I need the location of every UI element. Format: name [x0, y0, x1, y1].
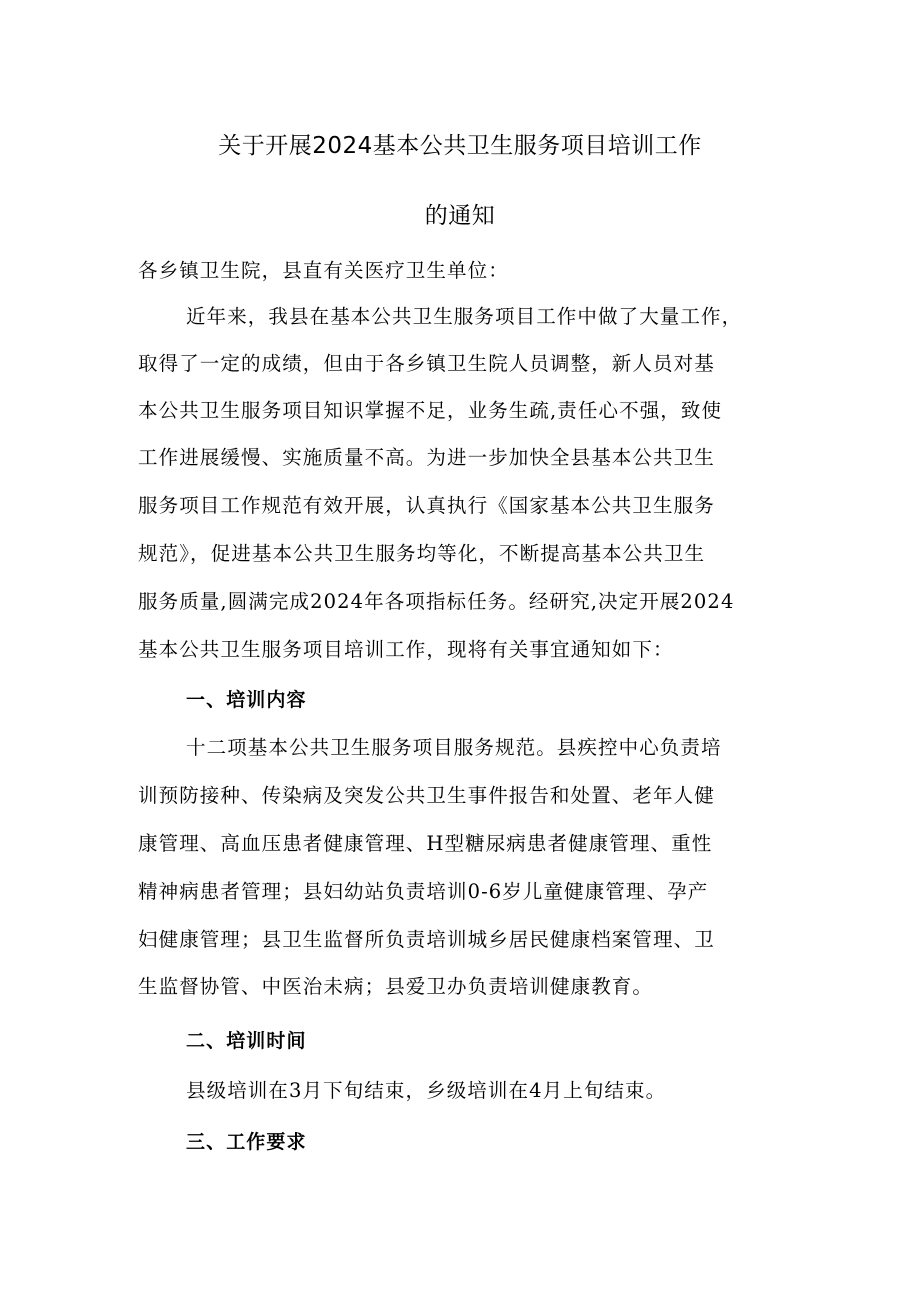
section-heading-training-content: 一、培训内容 — [186, 689, 307, 711]
section1-line: 训预防接种、传染病及突发公共卫生事件报告和处置、老年人健 — [138, 784, 715, 807]
intro-line: 工作进展缓慢、实施质量不高。为进一步加快全县基本公共卫生 — [138, 446, 715, 469]
section1-line: 生监督协管、中医治未病；县爱卫办负责培训健康教育。 — [138, 975, 654, 998]
intro-line: 服务项目工作规范有效开展，认真执行《国家基本公共卫生服务 — [138, 494, 715, 517]
section1-line: 妇健康管理；县卫生监督所负责培训城乡居民健康档案管理、卫 — [138, 928, 715, 951]
intro-line: 基本公共卫生服务项目培训工作，现将有关事宜通知如下： — [138, 638, 674, 661]
intro-line: 规范》，促进基本公共卫生服务均等化，不断提高基本公共卫生 — [138, 542, 706, 565]
intro-line: 本公共卫生服务项目知识掌握不足，业务生疏,责任心不强，致使 — [138, 399, 723, 422]
section1-line: 精神病患者管理；县妇幼站负责培训0-6岁儿童健康管理、孕产 — [138, 880, 709, 903]
section-heading-work-requirements: 三、工作要求 — [186, 1131, 307, 1153]
intro-line: 服务质量,圆满完成2024年各项指标任务。经研究,决定开展2024 — [138, 590, 735, 613]
section1-line: 康管理、高血压患者健康管理、H型糖尿病患者健康管理、重性 — [138, 832, 713, 855]
section-heading-training-time: 二、培训时间 — [186, 1030, 307, 1052]
salutation: 各乡镇卫生院，县直有关医疗卫生单位： — [138, 259, 509, 282]
intro-line: 近年来，我县在基本公共卫生服务项目工作中做了大量工作， — [186, 305, 743, 328]
document-title-line-2: 的通知 — [424, 203, 496, 229]
intro-line: 取得了一定的成绩，但由于各乡镇卫生院人员调整，新人员对基 — [138, 352, 715, 375]
section1-line: 十二项基本公共卫生服务项目服务规范。县疾控中心负责培 — [186, 736, 722, 759]
section2-line: 县级培训在3月下旬结束，乡级培训在4月上旬结束。 — [186, 1079, 667, 1102]
document-title-line-1: 关于开展2024基本公共卫生服务项目培训工作 — [218, 133, 702, 159]
